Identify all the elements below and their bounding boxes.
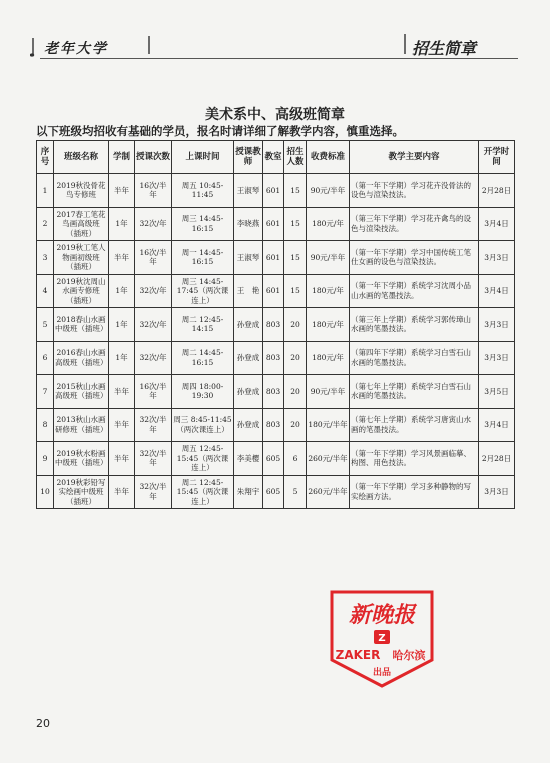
table-cell: 周一 14:45-16:15	[172, 241, 234, 275]
table-row	[37, 174, 515, 208]
table-row	[37, 308, 515, 342]
table-cell: 周二 12:45-15:45（两次课连上）	[172, 475, 234, 509]
column-header: 序号	[37, 141, 54, 174]
table-cell: 孙登成	[234, 408, 263, 442]
table-cell: 8	[37, 408, 54, 442]
column-header: 班级名称	[54, 141, 109, 174]
watermark-logo	[316, 582, 448, 696]
table-cell: 32次/年	[135, 207, 172, 241]
header-right-title: 招生简章	[412, 39, 477, 58]
table-cell: 601	[263, 207, 284, 241]
table-cell: 半年	[109, 442, 135, 476]
table-cell: 7	[37, 375, 54, 409]
table-cell: 260元/半年	[307, 475, 350, 509]
svg-text:Z: Z	[378, 633, 386, 644]
table-cell: 孙登成	[234, 375, 263, 409]
table-cell: 1年	[109, 341, 135, 375]
table-cell: 32次/年	[135, 341, 172, 375]
table-cell: 803	[263, 341, 284, 375]
table-cell: 李晓燕	[234, 207, 263, 241]
column-header: 教学主要内容	[350, 141, 479, 174]
table-cell: （第七年上学期）系统学习白雪石山水画的笔墨技法。	[350, 375, 479, 409]
table-cell: 32次/年	[135, 274, 172, 308]
table-cell: （第一年下学期）学习风景画临摹、构图、用色技法。	[350, 442, 479, 476]
table-cell: 王淑琴	[234, 174, 263, 208]
table-cell: 王 艳	[234, 274, 263, 308]
table-cell: 16次/半年	[135, 174, 172, 208]
table-cell: 601	[263, 241, 284, 275]
table-cell: 3月3日	[479, 475, 515, 509]
table-row	[37, 475, 515, 509]
table-row	[37, 274, 515, 308]
table-cell: 孙登成	[234, 341, 263, 375]
header-rule	[40, 58, 518, 59]
table-cell: （第一年下学期）学习花卉没骨法的设色与渲染技法。	[350, 174, 479, 208]
table-cell: 90元/半年	[307, 241, 350, 275]
table-row	[37, 207, 515, 241]
note-ornament-icon	[402, 34, 408, 54]
table-cell: 周三 8:45-11:45（两次课连上）	[172, 408, 234, 442]
table-row	[37, 341, 515, 375]
table-cell: 3月3日	[479, 241, 515, 275]
table-cell: 2018春山水画中级班（插班）	[54, 308, 109, 342]
table-cell: （第三年上学期）系统学习郭传璋山水画的笔墨技法。	[350, 308, 479, 342]
table-cell: 10	[37, 475, 54, 509]
table-cell: 180元/年	[307, 341, 350, 375]
table-cell: 2019秋沈周山水画专修班（插班）	[54, 274, 109, 308]
table-cell: 1	[37, 174, 54, 208]
table-cell: 5	[284, 475, 307, 509]
table-cell: 605	[263, 442, 284, 476]
table-cell: 2015秋山水画高级班（插班）	[54, 375, 109, 409]
table-cell: 32次/半年	[135, 442, 172, 476]
page-subtitle: 以下班级均招收有基础的学员，报名时请详细了解教学内容，慎重选择。	[36, 124, 404, 138]
table-cell: 1年	[109, 207, 135, 241]
table-cell: 周五 10:45-11:45	[172, 174, 234, 208]
table-cell: 32次/半年	[135, 408, 172, 442]
table-cell: 2	[37, 207, 54, 241]
table-cell: 周二 14:45-16:15	[172, 341, 234, 375]
header-left-title: 老年大学	[44, 41, 108, 57]
column-header: 开学时间	[479, 141, 515, 174]
table-cell: 90元/半年	[307, 375, 350, 409]
table-cell: 32次/年	[135, 308, 172, 342]
table-cell: 3月4日	[479, 207, 515, 241]
table-cell: 90元/半年	[307, 174, 350, 208]
table-cell: 3月3日	[479, 308, 515, 342]
table-cell: （第一年下学期）学习中国传统工笔仕女画的设色与渲染技法。	[350, 241, 479, 275]
table-cell: （第一年下学期）学习多种静物的写实绘画方法。	[350, 475, 479, 509]
table-cell: 周五 12:45-15:45（两次课连上）	[172, 442, 234, 476]
table-cell: 15	[284, 174, 307, 208]
table-cell: 半年	[109, 241, 135, 275]
column-header: 收费标准	[307, 141, 350, 174]
table-cell: 15	[284, 241, 307, 275]
table-cell: 2016春山水画高级班（插班）	[54, 341, 109, 375]
table-cell: 3月4日	[479, 408, 515, 442]
table-cell: 王淑琴	[234, 241, 263, 275]
table-cell: 180元/年	[307, 308, 350, 342]
table-cell: （第三年下学期）学习花卉禽鸟的设色与渲染技法。	[350, 207, 479, 241]
table-cell: 260元/半年	[307, 442, 350, 476]
table-cell: 2月28日	[479, 174, 515, 208]
watermark-brand: ZAKER	[335, 648, 381, 662]
table-cell: （第四年下学期）系统学习白雪石山水画的笔墨技法。	[350, 341, 479, 375]
table-cell: 20	[284, 375, 307, 409]
table-cell: 2019秋水粉画中级班（插班）	[54, 442, 109, 476]
column-header: 学制	[109, 141, 135, 174]
table-header-row	[37, 141, 515, 174]
column-header: 上课时间	[172, 141, 234, 174]
table-cell: 601	[263, 174, 284, 208]
table-cell: 4	[37, 274, 54, 308]
table-cell: 周三 14:45-17:45（两次课连上）	[172, 274, 234, 308]
table-cell: 803	[263, 308, 284, 342]
table-cell: 3月3日	[479, 341, 515, 375]
table-row	[37, 241, 515, 275]
watermark-name: 新晚报	[348, 602, 416, 628]
table-cell: 9	[37, 442, 54, 476]
column-header: 教室	[263, 141, 284, 174]
note-ornament-icon	[30, 38, 36, 58]
table-cell: 803	[263, 375, 284, 409]
table-cell: 2013秋山水画研修班（插班）	[54, 408, 109, 442]
table-cell: 15	[284, 274, 307, 308]
table-cell: 3月5日	[479, 375, 515, 409]
table-cell: 2019秋工笔人物画初级班（插班）	[54, 241, 109, 275]
note-ornament-icon	[146, 36, 152, 56]
table-cell: 半年	[109, 408, 135, 442]
table-cell: 周三 14:45-16:15	[172, 207, 234, 241]
table-cell: 半年	[109, 475, 135, 509]
table-cell: （第一年下学期）系统学习沈周小品山水画的笔墨技法。	[350, 274, 479, 308]
table-cell: 1年	[109, 274, 135, 308]
table-cell: 15	[284, 207, 307, 241]
table-cell: 180元/年	[307, 274, 350, 308]
table-cell: 2019秋彩铅写实绘画中级班（插班）	[54, 475, 109, 509]
table-row	[37, 408, 515, 442]
column-header: 授课教师	[234, 141, 263, 174]
table-cell: 20	[284, 308, 307, 342]
table-row	[37, 375, 515, 409]
table-cell: 2月28日	[479, 442, 515, 476]
table-row	[37, 442, 515, 476]
table-cell: 5	[37, 308, 54, 342]
table-cell: 20	[284, 408, 307, 442]
table-cell: 朱翔宇	[234, 475, 263, 509]
table-cell: 605	[263, 475, 284, 509]
table-cell: 李美樱	[234, 442, 263, 476]
table-cell: 孙登成	[234, 308, 263, 342]
page-number: 20	[36, 717, 50, 730]
table-cell: 3月4日	[479, 274, 515, 308]
course-table	[36, 140, 515, 509]
page-title: 美术系中、高级班简章	[205, 107, 345, 123]
table-cell: 6	[284, 442, 307, 476]
table-cell: 3	[37, 241, 54, 275]
table-cell: 16次/半年	[135, 375, 172, 409]
table-cell: 周二 12:45-14:15	[172, 308, 234, 342]
table-cell: 半年	[109, 174, 135, 208]
watermark-city: 哈尔滨	[392, 649, 426, 662]
table-cell: 803	[263, 408, 284, 442]
watermark-suffix: 出品	[372, 668, 392, 678]
table-cell: 180元/半年	[307, 408, 350, 442]
column-header: 授课次数	[135, 141, 172, 174]
table-cell: （第七年上学期）系统学习唐寅山水画的笔墨技法。	[350, 408, 479, 442]
table-cell: 2019秋没骨花鸟专修班	[54, 174, 109, 208]
column-header: 招生人数	[284, 141, 307, 174]
table-cell: 半年	[109, 375, 135, 409]
table-cell: 32次/半年	[135, 475, 172, 509]
table-body	[37, 174, 515, 509]
table-cell: 16次/半年	[135, 241, 172, 275]
table-cell: 20	[284, 341, 307, 375]
table-cell: 1年	[109, 308, 135, 342]
table-cell: 6	[37, 341, 54, 375]
table-cell: 周四 18:00-19:30	[172, 375, 234, 409]
table-cell: 601	[263, 274, 284, 308]
table-cell: 2017春工笔花鸟画高级班（插班）	[54, 207, 109, 241]
table-cell: 180元/年	[307, 207, 350, 241]
